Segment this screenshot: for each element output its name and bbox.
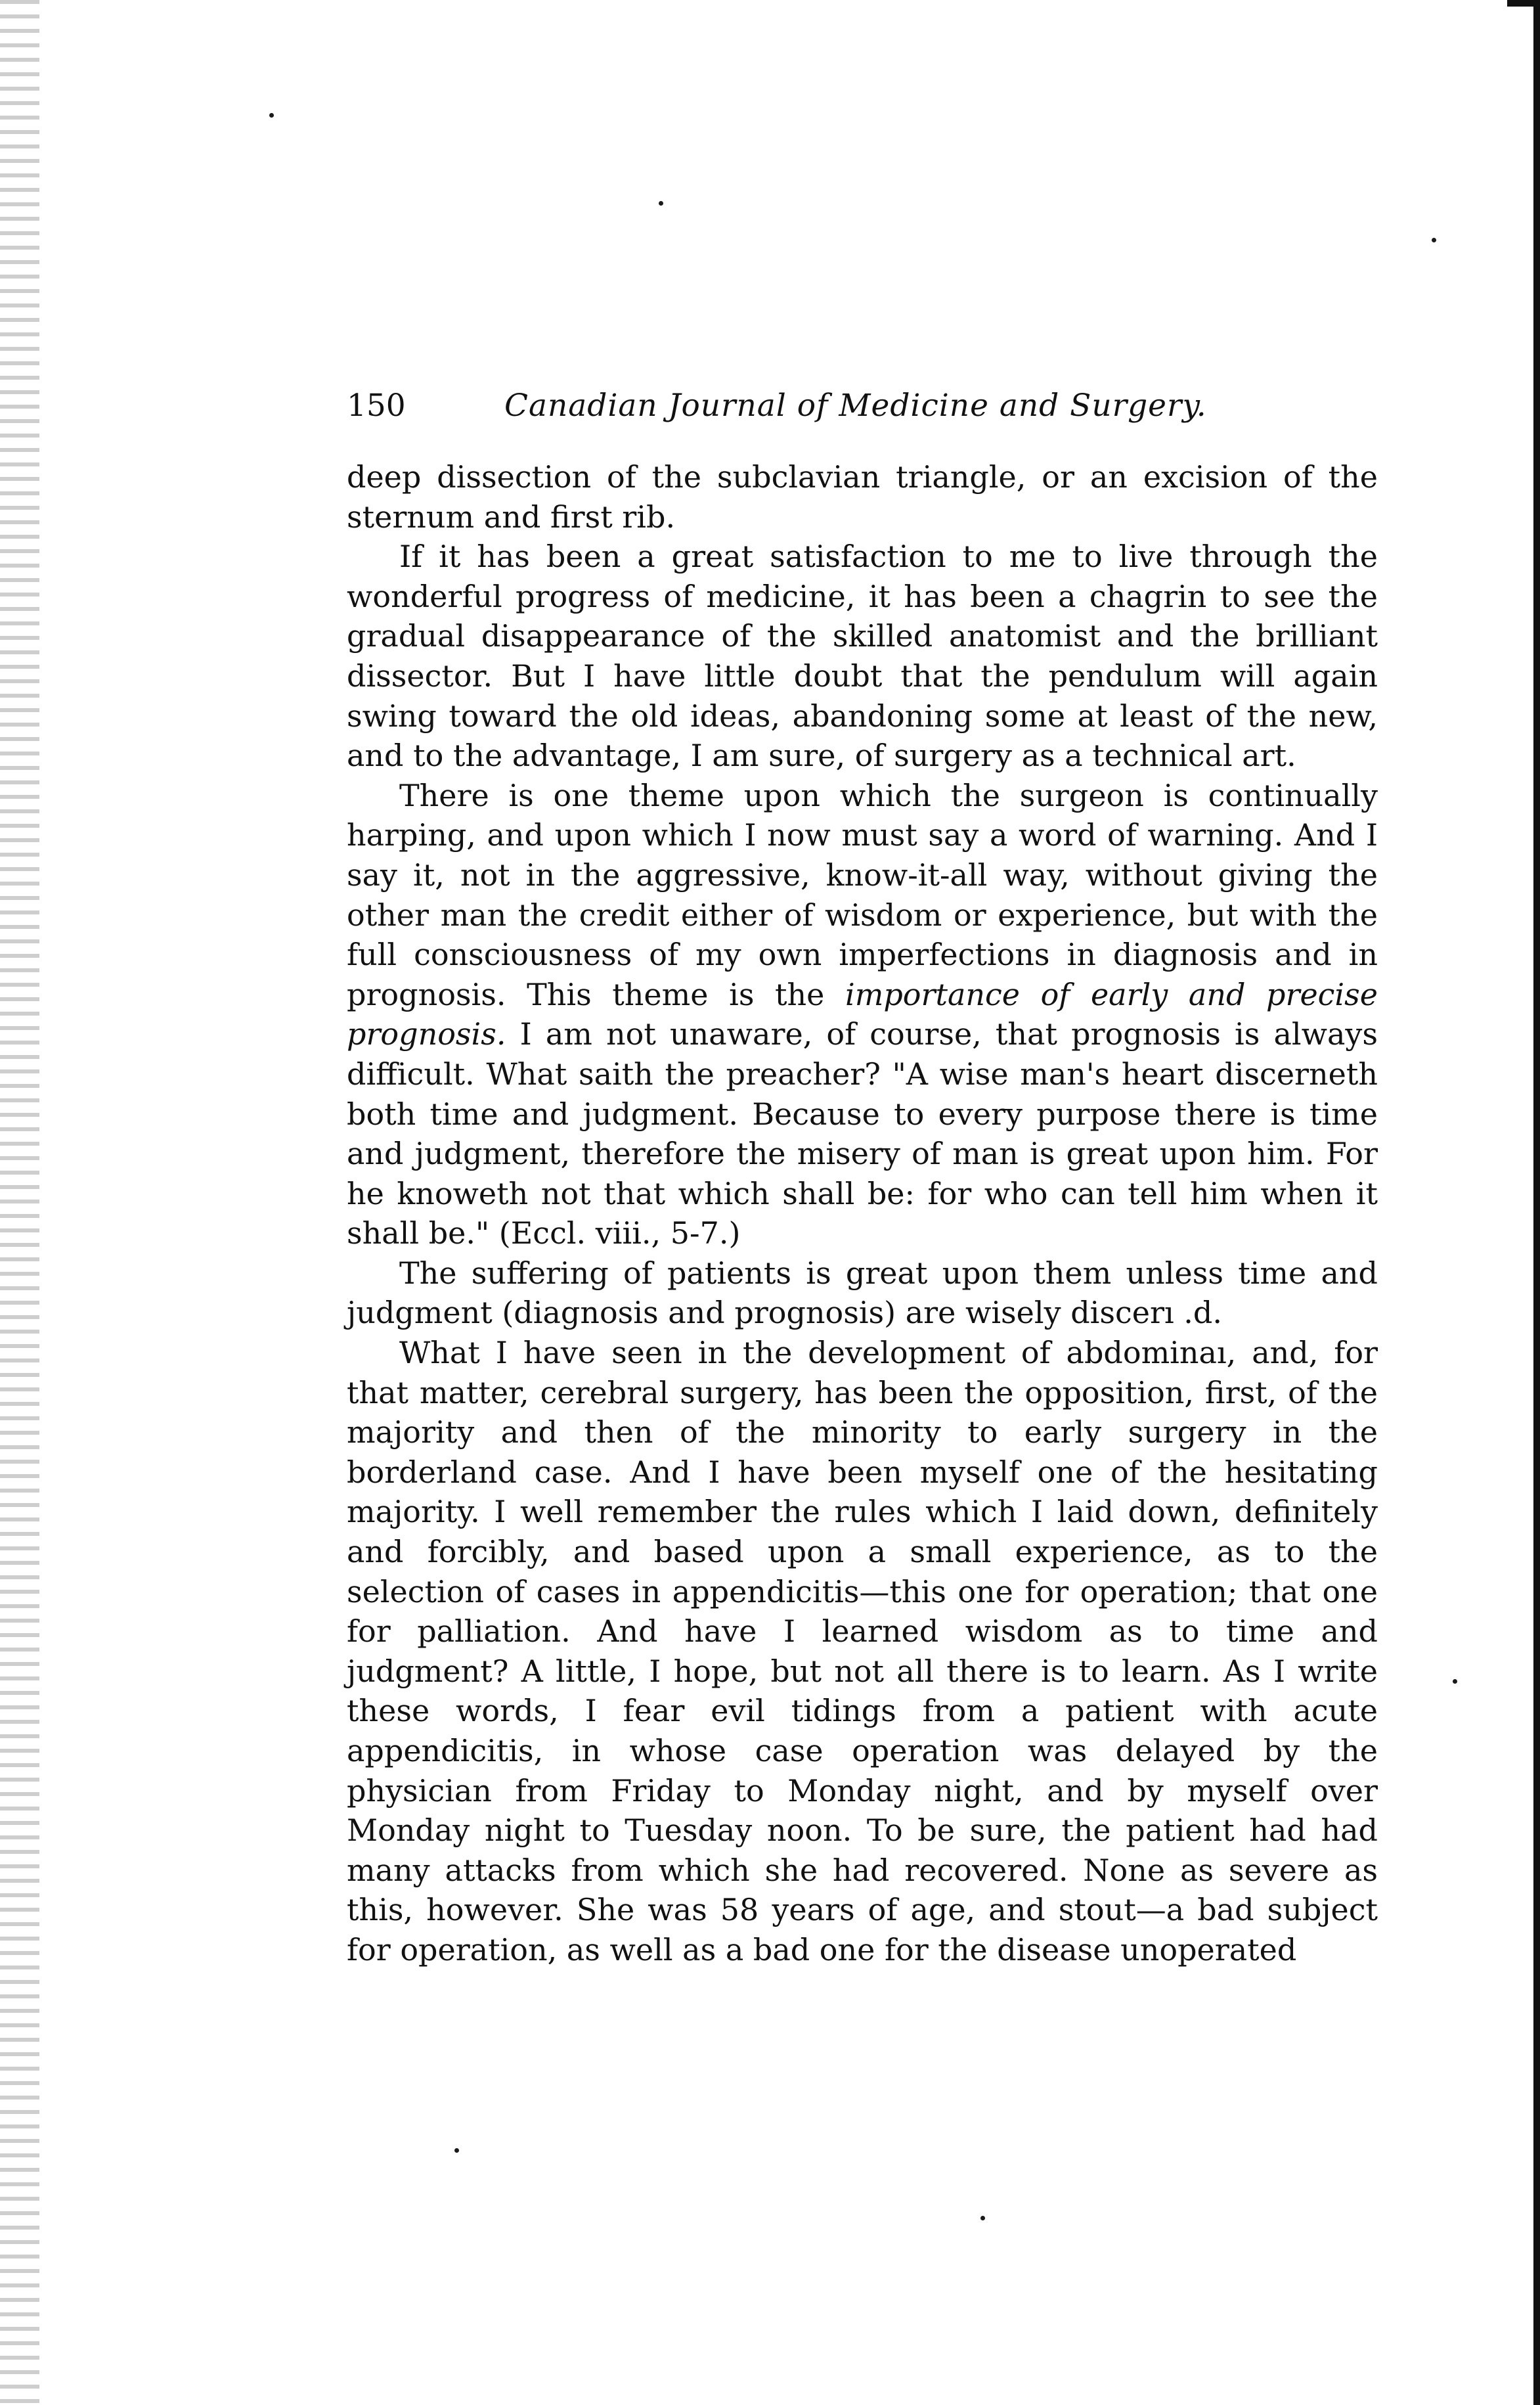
emphasized-phrase: importance of early and precise prognosis. — [347, 976, 1378, 1052]
page-number: 150 — [347, 388, 406, 424]
scan-left-margin-artifact — [0, 0, 39, 2405]
scan-speck — [1432, 238, 1436, 242]
paragraph — [347, 776, 1378, 1253]
scan-speck — [454, 2148, 459, 2153]
paragraph: The suffering of patients is great upon them unless time and judgment (diagnosis and prognosis) are wisely discerı .d. — [347, 1255, 1378, 1331]
paragraph: deep dissection of the subclavian triangle, or an excision of the sternum and first rib. — [347, 459, 1378, 535]
scan-right-edge-artifact — [1533, 0, 1540, 2405]
body-text — [347, 457, 1378, 1970]
scan-speck — [980, 2216, 985, 2220]
running-head — [347, 388, 1378, 439]
paragraph-text: There is one theme upon which the surgeon is continually harping, and upon which I now must say a word of warning. And I say it, not in the aggressive, know-it-all way, without giving the other man the credit either of wisdom or experience, but with the full consciousness of my own imperfections in diagnosis and in prognosis. This theme is the — [347, 777, 1378, 1012]
scan-speck — [269, 113, 274, 118]
scan-speck — [1453, 1679, 1457, 1684]
paragraph: What I have seen in the development of abdominaı, and, for that matter, cerebral surgery, has been the opposition, first, of the majority and then of the minority to early surgery in the borderland case. And I have been myself one of the hesitating majority. I well remember the rules which I laid down, definitely and forcibly, and based upon a small experience, as to the selection of cases in appendicitis—this one for operation; that one for palliation. And have I learned wisdom as to time and judgment? A little, I hope, but not all there is to learn. As I write these words, I fear evil tidings from a patient with acute appendicitis, in whose case operation was delayed by the physician from Friday to Monday night, and by myself over Monday night to Tuesday noon. To be sure, the patient had had many attacks from which she had recovered. None as severe as this, however. She was 58 years of age, and stout—a bad subject for operation, as well as a bad one for the disease unoperated — [347, 1335, 1378, 1967]
paragraph: If it has been a great satisfaction to me to live through the wonderful progress of medicine, it has been a chagrin to see the gradual disappearance of the skilled anatomist and the brilliant dissector. But I have little doubt that the pendulum will again swing toward the old ideas, abandoning some at least of the new, and to the advantage, I am sure, of surgery as a technical art. — [347, 539, 1378, 774]
document-page — [347, 388, 1378, 1970]
scan-corner-artifact — [1507, 0, 1533, 7]
paragraph-text: I am not unaware, of course, that prognosis is always difficult. What saith the preacher? "A wise man's heart discerneth both time and judgment. Because to every purpose there is time and judgment, therefore the misery of man is great upon him. For he knoweth not that which shall be: for who can tell him when it shall be." (Eccl. viii., 5-7.) — [347, 1016, 1378, 1251]
journal-title: Canadian Journal of Medicine and Surgery. — [504, 388, 1207, 424]
scan-speck — [659, 201, 663, 206]
